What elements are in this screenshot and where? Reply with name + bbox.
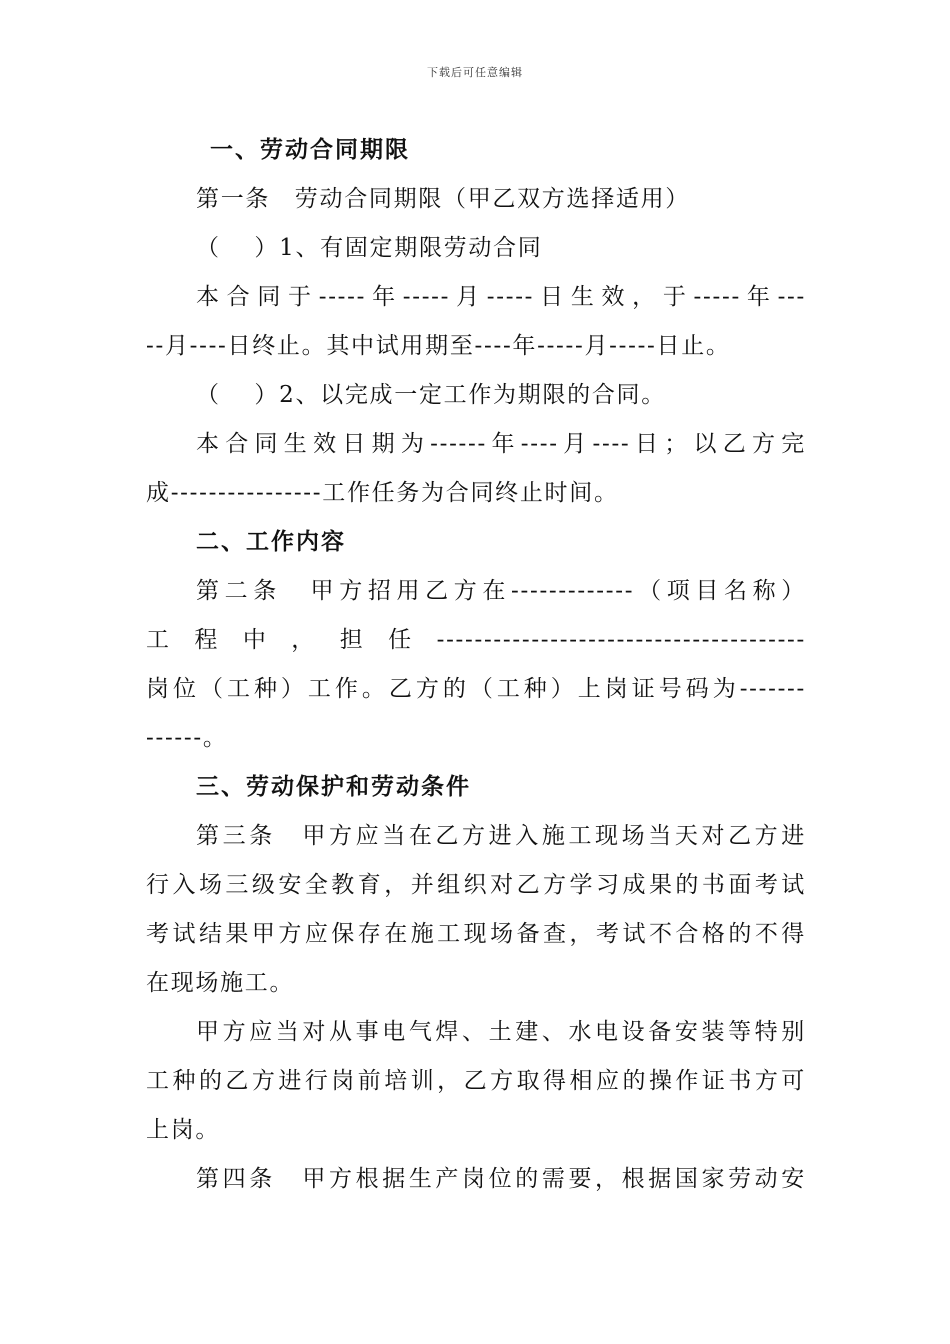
article-4-line: 第四条 甲方根据生产岗位的需要，根据国家劳动安 — [196, 1166, 806, 1192]
paragraph-line: ------。 — [146, 725, 228, 751]
paragraph-line: 考试结果甲方应保存在施工现场备查，考试不合格的不得 — [146, 921, 806, 947]
option-1-line: （ ）1、有固定期限劳动合同 — [196, 235, 543, 261]
paragraph-line: 岗位（工种）工作。乙方的（工种）上岗证号码为------- — [146, 676, 806, 702]
paragraph-line: 成----------------工作任务为合同终止时间。 — [146, 480, 619, 506]
paragraph-line: 本合同生效日期为------年----月----日；以乙方完 — [196, 431, 806, 457]
paragraph-line: 在现场施工。 — [146, 970, 295, 996]
article-1-title: 第一条 劳动合同期限（甲乙双方选择适用） — [196, 186, 690, 212]
paragraph-line: 甲方应当对从事电气焊、土建、水电设备安装等特别 — [196, 1019, 806, 1045]
paragraph-line: 本合同于-----年-----月-----日生效，于-----年--- — [196, 284, 806, 310]
paragraph-line: 行入场三级安全教育，并组织对乙方学习成果的书面考试 — [146, 872, 806, 898]
section-heading-2: 二、工作内容 — [196, 529, 346, 555]
paragraph-line: 工程中，担任--------------------------------------- — [146, 627, 806, 653]
paragraph-line: 上岗。 — [146, 1117, 221, 1143]
section-heading-1: 一、劳动合同期限 — [210, 137, 410, 163]
paragraph-line: 工种的乙方进行岗前培训，乙方取得相应的操作证书方可 — [146, 1068, 806, 1094]
option-2-line: （ ）2、以完成一定工作为期限的合同。 — [196, 382, 666, 408]
contract-body — [146, 126, 806, 1204]
article-3-line: 第三条 甲方应当在乙方进入施工现场当天对乙方进 — [196, 823, 806, 849]
section-heading-3: 三、劳动保护和劳动条件 — [196, 774, 471, 800]
article-2-line: 第二条 甲方招用乙方在-------------（项目名称） — [196, 578, 806, 604]
page-header-watermark: 下载后可任意编辑 — [427, 66, 523, 79]
paragraph-line: --月----日终止。其中试用期至----年-----月-----日止。 — [146, 333, 731, 359]
